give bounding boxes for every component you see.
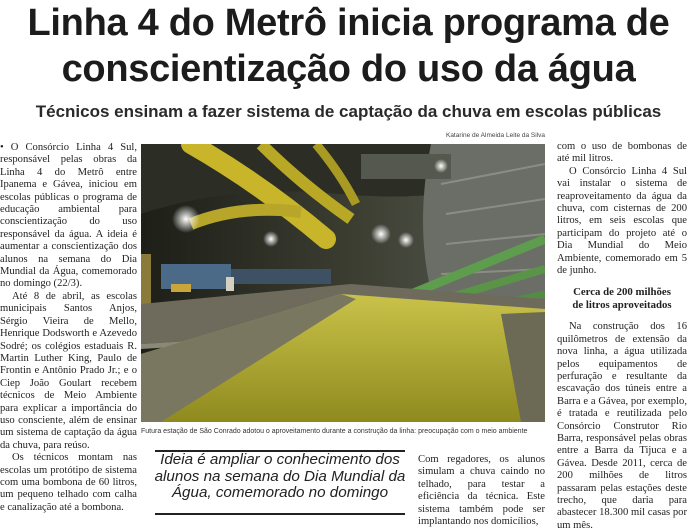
pullquote-rule-bottom <box>155 513 405 515</box>
headline-line-1: Linha 4 do Metrô inicia programa de <box>27 2 670 44</box>
pull-quote: Ideia é ampliar o conhecimento dos alunos na semana do Dia Mundial da Água, comemorado no domingo <box>154 451 406 502</box>
section-subhead <box>557 286 687 311</box>
article-column-3 <box>418 454 545 528</box>
section-subhead-line-1: Cerca de 200 milhões <box>573 286 671 299</box>
paragraph: Na construção dos 16 quilômetros de extensão da nova linha, a água utilizada pelos equipamentos de perfuração e resultante da escavação dos túneis entre a Barra e a Gávea, por exemplo, é tratada e reutilizada pelo Consórcio Construtor Rio Barra, responsável pelas obras entre a Barra da Tijuca e a Gávea. Desde 2011, cerca de 200 milhões de litros passaram pelas estações deste trecho, que daria para abastecer 18.300 mil casas por um mês. <box>557 321 687 531</box>
article-column-1 <box>0 142 137 514</box>
paragraph: • O Consórcio Linha 4 Sul, responsável pelas obras da Linha 4 do Metrô entre Ipanema e Gávea, iniciou em escolas públicas o programa de educação ambiental para conscientização do uso responsável da água. A ideia é aumentar a conscientização dos alunos na semana do Dia Mundial da Água, comemorado no domingo (22/3). <box>0 142 137 290</box>
paragraph: Até 8 de abril, as escolas municipais Santos Anjos, Sérgio Vieira de Mello, Henrique Dodsworth e Azevedo Sodré; os colégios estaduais R. Martin Luther King, Paulo de Frontin e Antônio Prado Jr.; e o Ciep João Goulart recebem técnicos de Meio Ambiente para explicar a importância do uso consciente, além de ensinar um sistema de captação da água da chuva, para reúso. <box>0 290 137 451</box>
article-column-4 <box>557 141 687 532</box>
photo-credit: Katarine de Almeida Leite da Silva <box>445 132 545 139</box>
paragraph: com o uso de bombonas de até mil litros. <box>557 141 687 165</box>
paragraph: Os técnicos montam nas escolas um protótipo de sistema com uma bombona de 60 litros, um pequeno telhado com calha e canalização até a bombona. <box>0 452 137 513</box>
headline <box>0 0 697 92</box>
subtitle: Técnicos ensinam a fazer sistema de captação da chuva em escolas públicas <box>35 102 662 121</box>
photo-caption: Futura estação de São Conrado adotou o aproveitamento durante a construção da linha: preocupação com o meio ambiente <box>141 428 528 435</box>
paragraph: Com regadores, os alunos simulam a chuva caindo no telhado, para testar a eficiência da técnica. Este sistema também pode ser implantando nos domicílios, <box>418 454 545 528</box>
paragraph: O Consórcio Linha 4 Sul vai instalar o sistema de reaproveitamento da água da chuva, com cisternas de 200 litros, em seis escolas que participam do projeto até o Dia Mundial do Meio Ambiente, comemorado em 5 de junho. <box>557 165 687 277</box>
headline-line-2: conscientização do uso da água <box>61 48 636 90</box>
tunnel-photo <box>141 144 545 422</box>
section-subhead-line-2: de litros aproveitados <box>572 298 672 311</box>
tunnel-photo-illustration <box>141 144 545 422</box>
